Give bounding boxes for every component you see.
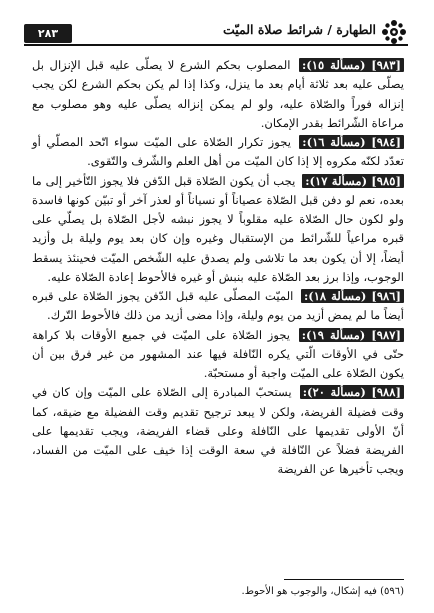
paragraph xyxy=(32,287,404,326)
paragraph-text: يستحبّ المبادرة إلى الصّلاة على الميّت وإن كان في وقت فضيلة الفريضة، ولكن لا يبعد ترجيح تقديم وقت الفضيلة مع ضيقه، كما أنّ الأولى تقديمها على النّافلة وعلى قضاء الفريضة، ويجب تقديمها على الفريضة فضلاً عن النّافلة في سعة الوقت إذا خيف على الميّت من الفساد، ويجب تأخيرها عن الفريضة xyxy=(32,385,404,477)
issue-number: [٩٨٦] (مسألة ١٨): xyxy=(301,289,404,303)
header-rule xyxy=(24,44,408,46)
issue-number: [٩٨٨] (مسألة ٢٠): xyxy=(300,385,404,399)
issue-number: [٩٨٥] (مسألة ١٧): xyxy=(302,174,404,188)
paragraph xyxy=(32,133,404,172)
paragraph-text: المصلوب بحكم الشرع لا يصلّى عليه قبل الإنزال بل يصلّى عليه بعد ثلاثة أيام بعد ما ينزل، وكذا إذا لم يكن بحكم الشرع لكن يجب إنزاله فوراً والصّلاة عليه، ولو لم يمكن إنزاله يصلّى عليه وهو مصلوب مع مراعاة الشّرائط بقدر الإمكان. xyxy=(32,58,404,130)
running-head: الطهارة / شرائط صلاة الميّت xyxy=(222,22,376,37)
page-number-badge: ٢٨٣ xyxy=(24,24,72,43)
paragraph xyxy=(32,172,404,288)
paragraph-text: يجب أن يكون الصّلاة قبل الدّفن فلا يجوز التّأخير إلى ما بعده، نعم لو دفن قبل الصّلاة عصياناً أو نسياناً أو لعذر آخر أو تبيّن كونها فاسدة ولو لكون حال الصّلاة عليه مقلوباً لا يجوز نبشه لأجل الصّلاة بل يصلّي على قبره مراعياً للشّرائط من الإستقبال وغيره وإن كان بعد يوم وليلة بل وأزيد أيضاً، إلا أن يكون بعد ما تلاشى ولم يصدق عليه الشّخص الميّت فحينئذ يسقط الوجوب، وإذا برز بعد الصّلاة عليه بنبش أو غيره فالأحوط إعادة الصّلاة عليه. xyxy=(32,173,404,284)
paragraph xyxy=(32,383,404,479)
paragraph xyxy=(32,326,404,384)
paragraph-text: يجوز تكرار الصّلاة على الميّت سواء اتّحد المصلّي أو تعدّد لكنّه مكروه إلا إذا كان الميّت من أهل العلم والشّرف والتّقوى. xyxy=(32,135,404,169)
issue-number: [٩٨٣] (مسألة ١٥): xyxy=(299,58,404,72)
issue-number: [٩٨٤] (مسألة ١٦): xyxy=(299,135,404,149)
body-text xyxy=(32,56,404,480)
footnote: (٥٩٦) فيه إشكال، والوجوب هو الأحوط. xyxy=(241,586,404,597)
paragraph xyxy=(32,56,404,133)
ornament-icon xyxy=(380,18,408,46)
issue-number: [٩٨٧] (مسألة ١٩): xyxy=(299,328,404,342)
paragraph-text: يجوز الصّلاة على الميّت في جميع الأوقات بلا كراهة حتّى في الأوقات الّتي يكره النّافلة فيها عند المشهور من غير فرق بين أن يكون الصّلاة على الميّت واجبة أو مستحبّة. xyxy=(32,327,404,380)
paragraph-text: الميّت المصلّى عليه قبل الدّفن يجوز الصّلاة على قبره أيضاً ما لم يمض أزيد من يوم وليلة، وإذا مضى أزيد من ذلك فالأحوط التّرك. xyxy=(32,289,404,323)
footnote-rule xyxy=(284,579,404,580)
